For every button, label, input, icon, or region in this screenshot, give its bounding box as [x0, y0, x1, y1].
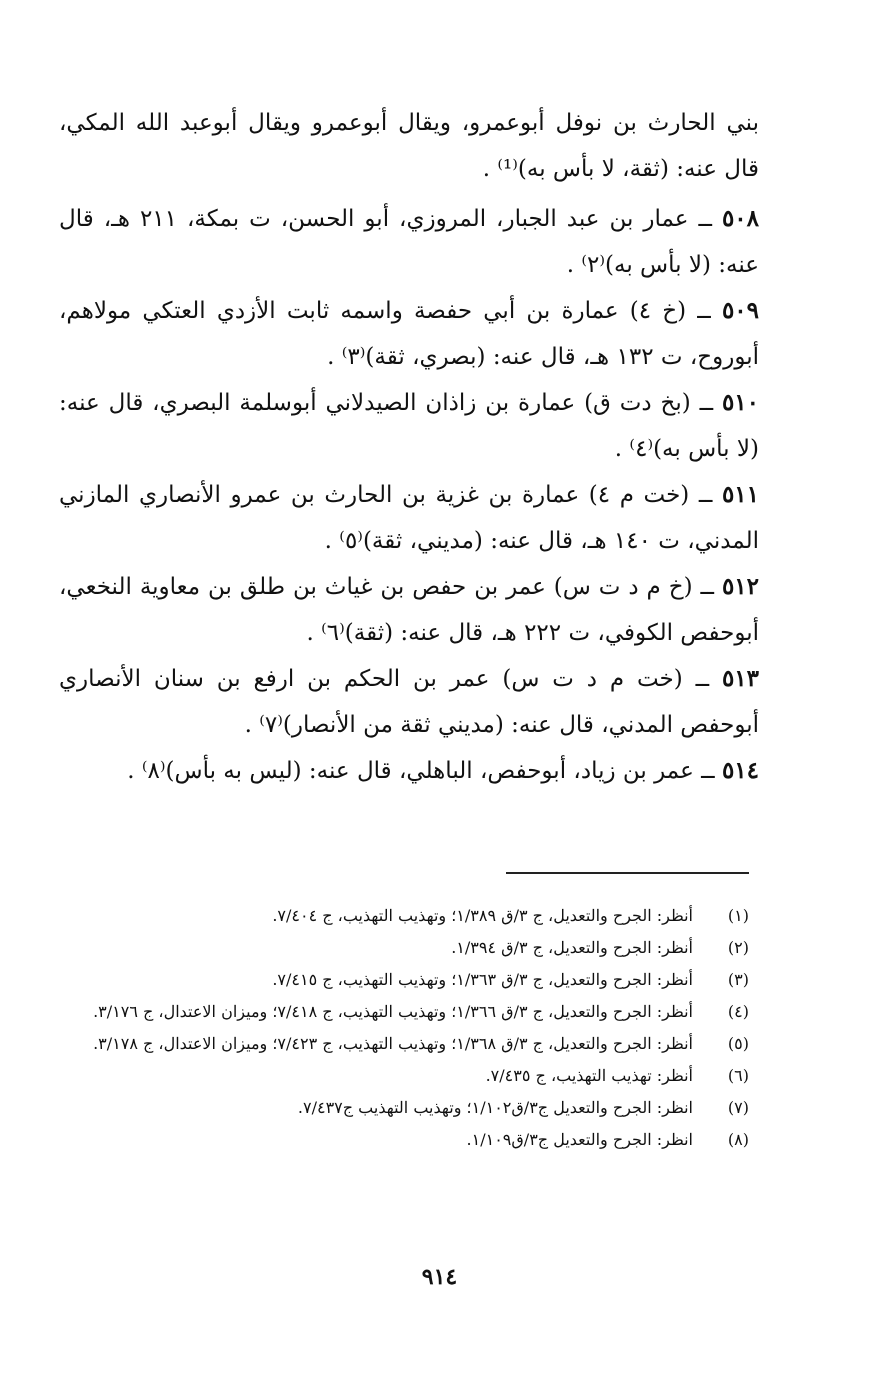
footnote-1: [59, 900, 749, 932]
entry-513: [59, 656, 759, 748]
footnote-text: انظر: الجرح والتعديل ج٣/ق١/١٠٢؛ وتهذيب التهذيب ج٧/٤٣٧.: [297, 1098, 693, 1117]
footnote-number: (٧): [727, 1098, 749, 1117]
footnote-8: [59, 1124, 749, 1156]
footnote-text: أنظر: الجرح والتعديل، ج ٣/ق ١/٣٩٤.: [451, 938, 693, 957]
entry-text: بني الحارث بن نوفل أبوعمرو، ويقال أبوعمرو ويقال أبوعبد الله المكي، قال عنه: (ثقة، لا بأس به)⁽¹⁾ .: [59, 110, 759, 182]
page-number: ٩١٤: [421, 1264, 458, 1290]
footnote-text: أنظر: الجرح والتعديل، ج ٣/ق ١/٣٨٩؛ وتهذيب التهذيب، ج ٧/٤٠٤.: [272, 906, 693, 925]
entry-508: [59, 196, 759, 288]
entry-text: ــ عمار بن عبد الجبار، المروزي، أبو الحسن، ت بمكة، ٢١١ هـ، قال عنه: (لا بأس به)⁽٢⁾ .: [59, 206, 759, 278]
entry-number: ٥٠٩: [721, 297, 760, 324]
entry-514: [59, 748, 759, 794]
footnote-number: (١): [727, 906, 749, 925]
footnote-7: [59, 1092, 749, 1124]
entry-text: ــ (خت م د ت س) عمر بن الحكم بن ارفع بن سنان الأنصاري أبوحفص المدني، قال عنه: (مديني ثقة من الأنصار)⁽٧⁾ .: [59, 666, 759, 738]
footnote-number: (٦): [727, 1066, 749, 1085]
footnote-number: (٤): [727, 1002, 749, 1021]
entry-number: ٥٠٨: [721, 205, 759, 232]
entry-number: ٥١٤: [721, 757, 759, 784]
footnote-5: [59, 1028, 749, 1060]
footnote-number: (٨): [727, 1130, 749, 1149]
entry-511: [59, 472, 759, 564]
footnote-number: (٣): [727, 970, 749, 989]
entry-text: ــ (خ ٤) عمارة بن أبي حفصة واسمه ثابت الأزدي العتكي مولاهم، أبوروح، ت ١٣٢ هـ، قال عنه: (بصري، ثقة)⁽٣⁾ .: [59, 298, 759, 370]
footnote-text: أنظر: الجرح والتعديل، ج ٣/ق ١/٣٦٣؛ وتهذيب التهذيب، ج ٧/٤١٥.: [272, 970, 693, 989]
entry-text: ــ (خت م ٤) عمارة بن غزية بن الحارث بن عمرو الأنصاري المازني المدني، ت ١٤٠ هـ، قال عنه: (مديني، ثقة)⁽٥⁾ .: [59, 482, 759, 554]
footnote-4: [59, 996, 749, 1028]
entry-number: ٥١٠: [721, 389, 759, 416]
footnote-separator: [506, 872, 749, 874]
narrator-entries: [59, 100, 759, 794]
footnote-number: (٢): [727, 938, 749, 957]
entry-text: ــ (خ م د ت س) عمر بن حفص بن غياث بن طلق بن معاوية النخعي، أبوحفص الكوفي، ت ٢٢٢ هـ، قال عنه: (ثقة)⁽٦⁾ .: [59, 574, 759, 646]
footnote-2: [59, 932, 749, 964]
entry-509: [59, 288, 759, 380]
entry-510: [59, 380, 759, 472]
entry-number: ٥١٣: [721, 665, 759, 692]
entry-number: ٥١٢: [721, 573, 759, 600]
footnote-text: انظر: الجرح والتعديل ج٣/ق١/١٠٩.: [466, 1130, 693, 1149]
entry-512: [59, 564, 759, 656]
footnote-6: [59, 1060, 749, 1092]
footnote-text: أنظر: الجرح والتعديل، ج ٣/ق ١/٣٦٨؛ وتهذيب التهذيب، ج ٧/٤٢٣؛ وميزان الاعتدال، ج ٣/١٧٨.: [93, 1034, 693, 1053]
entry-continuation: [59, 100, 759, 192]
footnote-number: (٥): [727, 1034, 749, 1053]
entry-text: ــ عمر بن زياد، أبوحفص، الباهلي، قال عنه: (ليس به بأس)⁽٨⁾ .: [127, 758, 715, 784]
entry-number: ٥١١: [721, 481, 759, 508]
footnote-text: أنظر: تهذيب التهذيب، ج ٧/٤٣٥.: [485, 1066, 693, 1085]
footnotes: [59, 900, 749, 1156]
entry-text: ــ (بخ دت ق) عمارة بن زاذان الصيدلاني أبوسلمة البصري، قال عنه: (لا بأس به)⁽٤⁾ .: [59, 390, 759, 462]
footnote-text: أنظر: الجرح والتعديل، ج ٣/ق ١/٣٦٦؛ وتهذيب التهذيب، ج ٧/٤١٨؛ وميزان الاعتدال، ج ٣/١٧٦.: [93, 1002, 693, 1021]
footnote-3: [59, 964, 749, 996]
